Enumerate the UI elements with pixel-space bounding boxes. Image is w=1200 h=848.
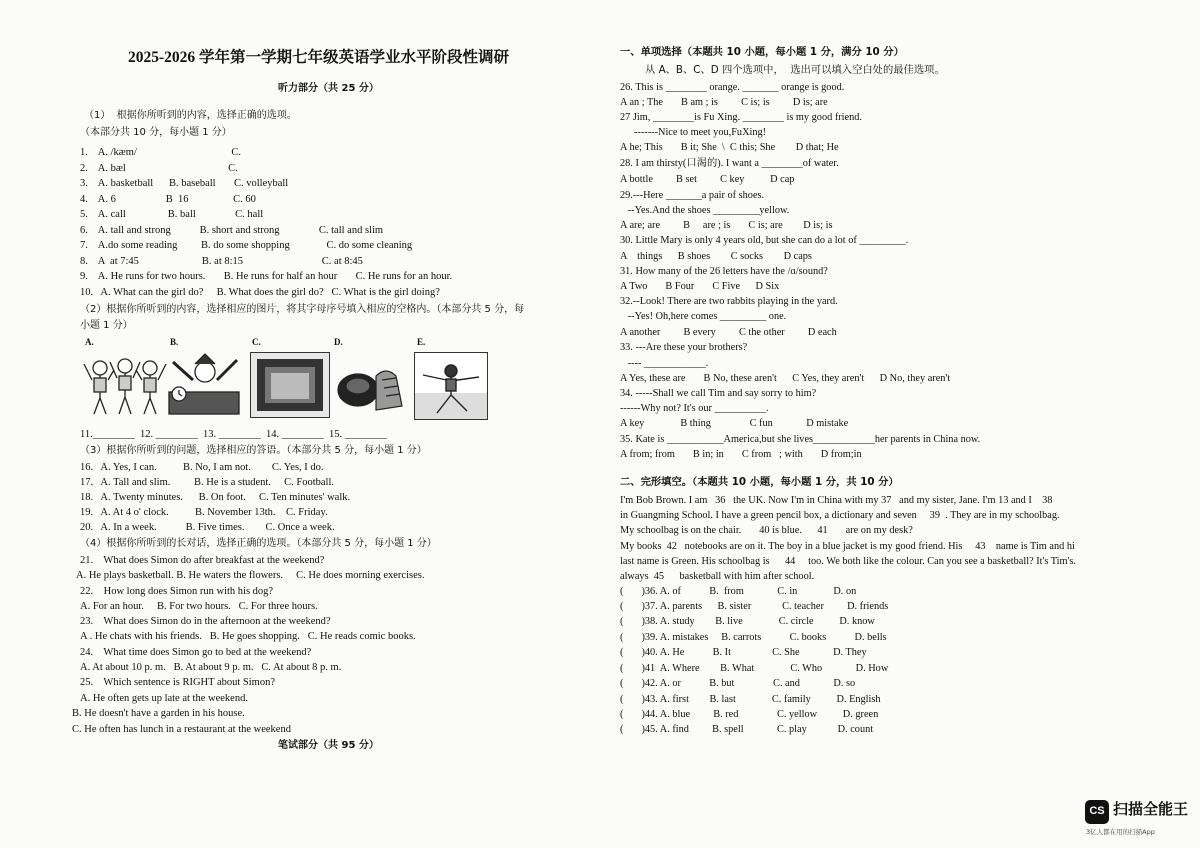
single-choice-instruction: 从 A、B、C、D 四个选项中， 选出可以填入空白处的最佳选项。 <box>645 64 945 76</box>
list-item: ( )40. A. He B. It C. She D. They <box>620 647 867 658</box>
list-item: ---- ____________. <box>620 358 709 369</box>
list-item: A. At about 10 p. m. B. At about 9 p. m. C. At about 8 p. m. <box>80 662 342 673</box>
passage-line: last name is Green. His schoolbag is 44 too. We both like the colour. Can you see a basketball? It's Tim's. <box>620 556 1076 567</box>
picture-e-girl-dancing <box>414 352 488 420</box>
list-item: A. For an hour. B. For two hours. C. For three hours. <box>80 601 318 612</box>
list-item: ( )44. A. blue B. red C. yellow D. green <box>620 709 879 720</box>
picture-b-man-waking-up <box>165 350 243 418</box>
list-item: A Yes, these are B No, these aren't C Yes, they aren't D No, they aren't <box>620 373 951 384</box>
list-item: 3. A. basketball B. baseball C. volleyball <box>80 178 289 189</box>
passage-line: I'm Bob Brown. I am 36 the UK. Now I'm in China with my 37 and my sister, Jane. I'm 13 and I 38 <box>620 495 1053 506</box>
picture-label-a: A. <box>85 337 94 347</box>
watermark-tagline: 3亿人都在用的扫描App <box>1086 828 1155 836</box>
cloze-heading: 二、完形填空。（本题共 10 小题，每小题 1 分，共 10 分） <box>620 476 899 488</box>
list-item: 28. I am thirsty(口渴的). I want a ________of water. <box>620 158 839 169</box>
list-item: 21. What does Simon do after breakfast at the weekend? <box>80 555 325 566</box>
list-item: A. He often gets up late at the weekend. <box>80 693 248 704</box>
part4-intro: （4）根据你所听到的长对话，选择正确的选项。（本部分共 5 分，每小题 1 分） <box>80 538 437 549</box>
picture-label-d: D. <box>334 337 343 347</box>
list-item: 10. A. What can the girl do? B. What does the girl do? C. What is the girl doing? <box>80 287 440 298</box>
list-item: A from; from B in; in C from ; with D from;in <box>620 449 862 460</box>
part2-intro: （2）根据你所听到的内容，选择相应的图片，将其字母序号填入相应的空格内。（本部分共 5 分，每 <box>80 304 525 315</box>
passage-line: in Guangming School. I have a green pencil box, a dictionary and seven 39 . They are in my schoolbag. <box>620 510 1060 521</box>
picture-d-bread <box>336 356 408 414</box>
list-item: 5. A. call B. ball C. hall <box>80 209 264 220</box>
list-item: C. He often has lunch in a restaurant at the weekend <box>72 724 291 735</box>
list-item: 17. A. Tall and slim. B. He is a student. C. Football. <box>80 477 334 488</box>
list-item: A another B every C the other D each <box>620 327 837 338</box>
list-item: 26. This is ________ orange. _______ orange is good. <box>620 82 845 93</box>
list-item: 33. ---Are these your brothers? <box>620 342 748 353</box>
written-heading: 笔试部分（共 95 分） <box>278 740 379 751</box>
list-item: 7. A.do some reading B. do some shopping C. do some cleaning <box>80 240 413 251</box>
exam-title: 2025-2026 学年第一学期七年级英语学业水平阶段性调研 <box>128 49 510 66</box>
list-item: 29.---Here _______a pair of shoes. <box>620 190 765 201</box>
picture-label-b: B. <box>170 337 179 347</box>
picture-label-e: E. <box>417 337 426 347</box>
list-item: 20. A. In a week. B. Five times. C. Once a week. <box>80 522 335 533</box>
list-item: 23. What does Simon do in the afternoon at the weekend? <box>80 616 331 627</box>
part2-note: 小题 1 分） <box>80 320 133 331</box>
list-item: ( )36. A. of B. from C. in D. on <box>620 586 857 597</box>
list-item: 34. -----Shall we call Tim and say sorry to him? <box>620 388 817 399</box>
list-item: A key B thing C fun D mistake <box>620 418 849 429</box>
list-item: 25. Which sentence is RIGHT about Simon? <box>80 677 275 688</box>
list-item: ( )38. A. study B. live C. circle D. know <box>620 616 875 627</box>
part3-intro: （3）根据你所听到的问题，选择相应的答语。（本部分共 5 分，每小题 1 分） <box>80 445 427 456</box>
list-item: ( )42. A. or B. but C. and D. so <box>620 678 856 689</box>
list-item: B. He doesn't have a garden in his house. <box>72 708 245 719</box>
list-item: 4. A. 6 B 16 C. 60 <box>80 194 256 205</box>
picture-label-c: C. <box>252 337 261 347</box>
list-item: A an ; The B am ; is C is; is D is; are <box>620 97 828 108</box>
list-item: 30. Little Mary is only 4 years old, but she can do a lot of _________. <box>620 235 909 246</box>
list-item: 31. How many of the 26 letters have the /ɑ/sound? <box>620 266 828 277</box>
list-item: --Yes.And the shoes _________yellow. <box>620 205 790 216</box>
list-item: 24. What time does Simon go to bed at the weekend? <box>80 647 312 658</box>
passage-line: always 45 basketball with him after school. <box>620 571 815 582</box>
picture-a-kids-exercising <box>80 350 170 418</box>
part1-intro: （1） 根据你所听到的内容，选择正确的选项。 <box>84 110 297 121</box>
listening-heading: 听力部分（共 25 分） <box>278 83 379 94</box>
list-item: ( )43. A. first B. last C. family D. English <box>620 694 881 705</box>
list-item: 19. A. At 4 o' clock. B. November 13th. C. Friday. <box>80 507 328 518</box>
list-item: ( )45. A. find B. spell C. play D. count <box>620 724 874 735</box>
watermark-name: 扫描全能王 <box>1113 800 1189 818</box>
list-item: 35. Kate is ___________America,but she lives____________her parents in China now. <box>620 434 981 445</box>
list-item: A are; are B are ; is C is; are D is; is <box>620 220 833 231</box>
passage-line: My books 42 notebooks are on it. The boy in a blue jacket is my good friend. His 43 name is Tim and hi <box>620 541 1075 552</box>
list-item: A Two B Four C Five D Six <box>620 281 780 292</box>
list-item: 16. A. Yes, I can. B. No, I am not. C. Yes, I do. <box>80 462 324 473</box>
camscanner-logo <box>1085 800 1109 824</box>
list-item: 1. A. /kæm/ C. <box>80 147 242 158</box>
list-item: -------Nice to meet you,FuXing! <box>634 127 767 138</box>
list-item: A bottle B set C key D cap <box>620 174 795 185</box>
list-item: A . He chats with his friends. B. He goes shopping. C. He reads comic books. <box>80 631 416 642</box>
list-item: 2. A. bæl C. <box>80 163 238 174</box>
list-item: ( )39. A. mistakes B. carrots C. books D. bells <box>620 632 887 643</box>
picture-answer-blanks: 11.________ 12. ________ 13. ________ 14. ________ 15. ________ <box>80 429 387 440</box>
list-item: 6. A. tall and strong B. short and strong C. tall and slim <box>80 225 384 236</box>
part1-note: （本部分共 10 分，每小题 1 分） <box>80 127 232 138</box>
list-item: A he; This B it; She \ C this; She D that; He <box>620 142 839 153</box>
list-item: ------Why not? It's our __________. <box>620 403 769 414</box>
list-item: ( )37. A. parents B. sister C. teacher D. friends <box>620 601 889 612</box>
list-item: 8. A at 7:45 B. at 8:15 C. at 8:45 <box>80 256 363 267</box>
list-item: A things B shoes C socks D caps <box>620 251 812 262</box>
list-item: ( )41 A. Where B. What C. Who D. How <box>620 663 889 674</box>
list-item: 32.--Look! There are two rabbits playing in the yard. <box>620 296 838 307</box>
list-item: 9. A. He runs for two hours. B. He runs for half an hour C. He runs for an hour. <box>80 271 453 282</box>
picture-c-room <box>250 352 330 418</box>
list-item: A. He plays basketball. B. He waters the flowers. C. He does morning exercises. <box>76 570 425 581</box>
single-choice-heading: 一、单项选择（本题共 10 小题，每小题 1 分，满分 10 分） <box>620 46 904 58</box>
logo-letters: CS <box>1089 805 1105 817</box>
list-item: 27 Jim, ________is Fu Xing. ________ is my good friend. <box>620 112 862 123</box>
passage-line: My schoolbag is on the chair. 40 is blue. 41 are on my desk? <box>620 525 913 536</box>
list-item: 22. How long does Simon run with his dog? <box>80 586 274 597</box>
list-item: 18. A. Twenty minutes. B. On foot. C. Ten minutes' walk. <box>80 492 351 503</box>
list-item: --Yes! Oh,here comes _________ one. <box>620 311 787 322</box>
